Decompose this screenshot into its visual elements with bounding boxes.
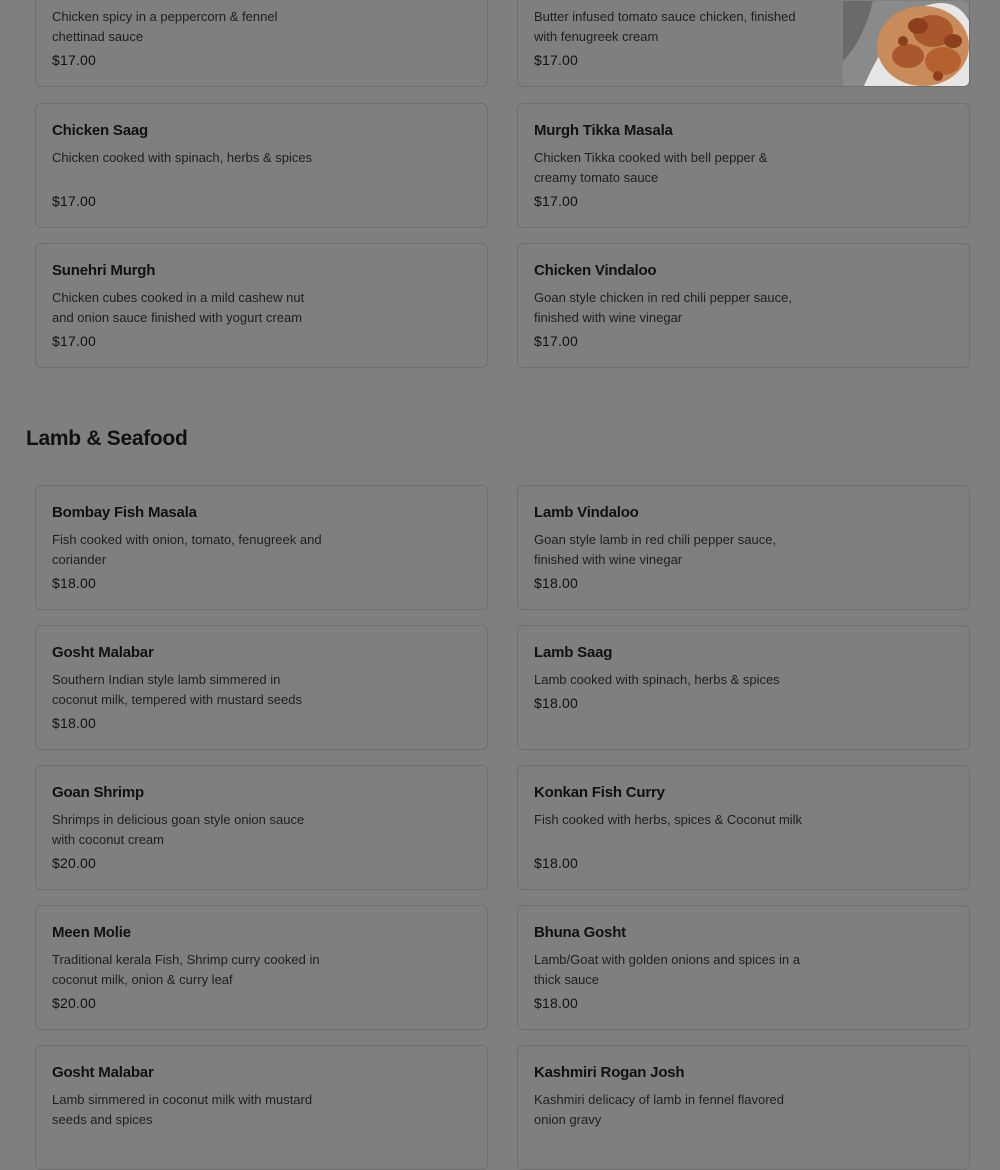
menu-item-price: $17.00 bbox=[52, 193, 97, 209]
menu-item-description: Lamb simmered in coconut milk with mustard seeds and spices bbox=[52, 1092, 313, 1127]
menu-item-description: Shrimps in delicious goan style onion sauce with coconut cream bbox=[52, 812, 305, 847]
menu-item-description: Lamb cooked with spinach, herbs & spices bbox=[534, 672, 780, 687]
menu-item-description: Goan style lamb in red chili pepper sauce, finished with wine vinegar bbox=[534, 532, 777, 567]
menu-item-description: Fish cooked with onion, tomato, fenugreek and coriander bbox=[52, 532, 322, 567]
menu-item-card[interactable] bbox=[35, 905, 488, 1030]
menu-item-card[interactable] bbox=[517, 243, 970, 368]
menu-item-name: Lamb Vindaloo bbox=[534, 504, 639, 521]
menu-item-card[interactable] bbox=[517, 103, 970, 228]
menu-item-description: Goan style chicken in red chili pepper sauce, finished with wine vinegar bbox=[534, 290, 792, 325]
menu-item-photo bbox=[843, 1, 969, 87]
menu-item-description: Butter infused tomato sauce chicken, finished with fenugreek cream bbox=[534, 9, 796, 44]
menu-item-description: Chicken cooked with spinach, herbs & spices bbox=[52, 150, 313, 165]
menu-item-name: Chicken Vindaloo bbox=[534, 262, 657, 279]
menu-item-name: Konkan Fish Curry bbox=[534, 784, 665, 801]
menu-item-name: Kashmiri Rogan Josh bbox=[534, 1064, 685, 1081]
menu-item-name: Bombay Fish Masala bbox=[52, 504, 197, 521]
menu-item-card[interactable] bbox=[517, 485, 970, 610]
menu-item-price: $20.00 bbox=[52, 995, 97, 1011]
menu-item-price: $20.00 bbox=[52, 855, 97, 871]
menu-item-price: $18.00 bbox=[534, 575, 579, 591]
menu-item-card[interactable] bbox=[35, 1045, 488, 1170]
menu-item-price: $18.00 bbox=[534, 855, 579, 871]
menu-item-card[interactable] bbox=[35, 0, 488, 87]
menu-item-description: Southern Indian style lamb simmered in coconut milk, tempered with mustard seeds bbox=[52, 672, 302, 707]
menu-item-name: Murgh Tikka Masala bbox=[534, 122, 673, 139]
menu-item-name: Lamb Saag bbox=[534, 644, 613, 661]
menu-item-price: $18.00 bbox=[534, 995, 579, 1011]
menu-item-description: Chicken spicy in a peppercorn & fennel chettinad sauce bbox=[52, 9, 278, 44]
menu-item-description: Kashmiri delicacy of lamb in fennel flavored onion gravy bbox=[534, 1092, 785, 1127]
menu-item-price: $18.00 bbox=[534, 695, 579, 711]
menu-item-name: Goan Shrimp bbox=[52, 784, 144, 801]
menu-item-card[interactable] bbox=[35, 485, 488, 610]
menu-item-card[interactable] bbox=[35, 765, 488, 890]
menu-item-card[interactable] bbox=[517, 765, 970, 890]
menu-item-card[interactable] bbox=[517, 905, 970, 1030]
menu-item-description: Chicken cubes cooked in a mild cashew nut and onion sauce finished with yogurt cream bbox=[52, 290, 305, 325]
menu-item-description: Chicken Tikka cooked with bell pepper & creamy tomato sauce bbox=[534, 150, 768, 185]
menu-item-price: $17.00 bbox=[52, 333, 97, 349]
menu-item-price: $18.00 bbox=[52, 575, 97, 591]
menu-item-card[interactable] bbox=[35, 625, 488, 750]
menu-item-name: Gosht Malabar bbox=[52, 644, 154, 661]
menu-item-description: Fish cooked with herbs, spices & Coconut milk bbox=[534, 812, 803, 827]
menu-item-description: Lamb/Goat with golden onions and spices in a thick sauce bbox=[534, 952, 800, 987]
section-title: Lamb & Seafood bbox=[26, 427, 188, 450]
menu-item-name: Sunehri Murgh bbox=[52, 262, 156, 279]
menu-item-card[interactable] bbox=[35, 103, 488, 228]
menu-item-price: $17.00 bbox=[52, 52, 97, 68]
menu-item-name: Chicken Saag bbox=[52, 122, 148, 139]
menu-item-name: Meen Molie bbox=[52, 924, 131, 941]
menu-item-card[interactable] bbox=[517, 1045, 970, 1170]
menu-item-price: $17.00 bbox=[534, 333, 579, 349]
menu-item-name: Bhuna Gosht bbox=[534, 924, 626, 941]
menu-item-card[interactable] bbox=[517, 625, 970, 750]
menu-item-price: $17.00 bbox=[534, 193, 579, 209]
menu-item-price: $17.00 bbox=[534, 52, 579, 68]
menu-item-price: $18.00 bbox=[52, 715, 97, 731]
menu-item-description: Traditional kerala Fish, Shrimp curry cooked in coconut milk, onion & curry leaf bbox=[52, 952, 320, 987]
menu-item-card[interactable] bbox=[517, 0, 970, 87]
menu-item-card[interactable] bbox=[35, 243, 488, 368]
menu-item-name: Gosht Malabar bbox=[52, 1064, 154, 1081]
